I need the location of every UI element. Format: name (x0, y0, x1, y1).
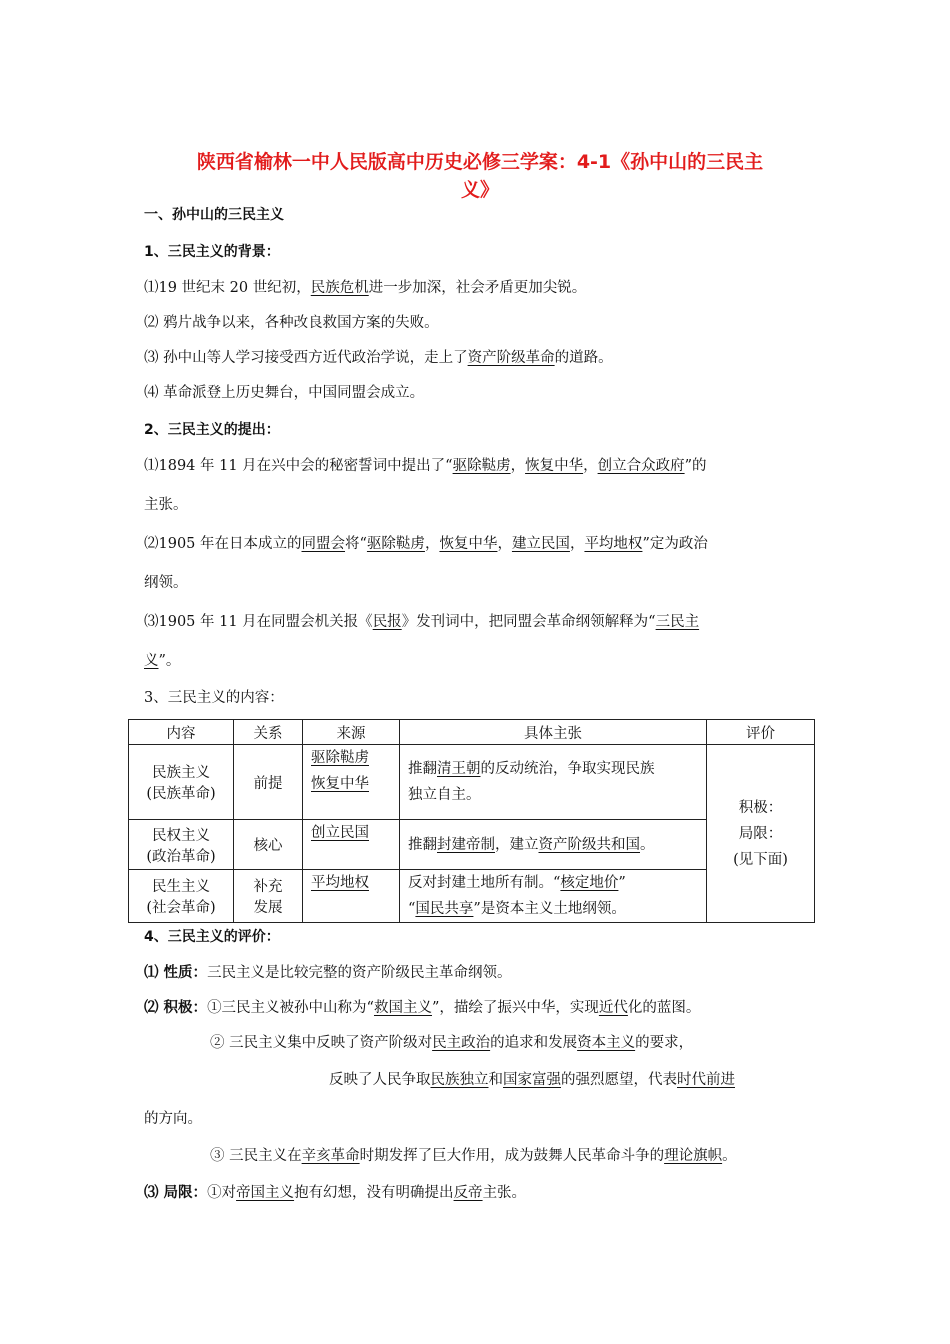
content-heading: 3、三民主义的内容： (144, 690, 284, 706)
background-item-4: ⑷ 革命派登上历史舞台，中国同盟会成立。 (144, 385, 425, 401)
background-item-1: ⑴19 世纪末 20 世纪初，民族危机进一步加深，社会矛盾更加尖锐。 (144, 280, 587, 296)
content-table (128, 719, 815, 923)
evaluation-positive-1: ⑵ 积极：①三民主义被孙中山称为“救国主义”，描绘了振兴中华，实现近代化的蓝图。 (144, 1000, 701, 1016)
title-line-2: 义》 (460, 179, 499, 201)
evaluation-positive-3: ③ 三民主义在辛亥革命时期发挥了巨大作用，成为鼓舞人民革命斗争的理论旗帜。 (210, 1148, 737, 1164)
table-header-row (129, 720, 815, 745)
table-header: 评价 (707, 720, 815, 745)
section-heading: 一、孙中山的三民主义 (144, 207, 284, 223)
source-cell: 创立民国 (303, 820, 400, 870)
title-line-1: 陕西省榆林一中人民版高中历史必修三学案：4-1《孙中山的三民主 (196, 151, 764, 173)
evaluation-positive-2: ② 三民主义集中反映了资产阶级对民主政治的追求和发展资本主义的要求， (210, 1035, 694, 1051)
evaluation-positive-2b: 反映了人民争取民族独立和国家富强的强烈愿望，代表时代前进 (329, 1072, 735, 1088)
relation-cell: 核心 (234, 820, 303, 870)
content-cell: 民生主义 (社会革命) (129, 870, 234, 923)
background-item-3: ⑶ 孙中山等人学习接受西方近代政治学说，走上了资产阶级革命的道路。 (144, 350, 613, 366)
evaluation-nature: ⑴ 性质：三民主义是比较完整的资产阶级民主革命纲领。 (144, 965, 512, 981)
proposal-item-3: ⑶1905 年 11 月在同盟会机关报《民报》发刊词中，把同盟会革命纲领解释为“三民主 (144, 614, 700, 630)
background-item-2: ⑵ 鸦片战争以来，各种改良救国方案的失败。 (144, 315, 439, 331)
source-cell: 平均地权 (303, 870, 400, 923)
table-header: 具体主张 (400, 720, 707, 745)
content-cell: 民族主义 (民族革命) (129, 745, 234, 820)
claim-cell: 推翻封建帝制，建立资产阶级共和国。 (400, 820, 707, 870)
proposal-heading: 2、三民主义的提出： (144, 422, 280, 438)
evaluation-positive-2c: 的方向。 (144, 1111, 202, 1127)
proposal-item-3-cont: 义”。 (144, 653, 181, 669)
source-cell: 驱除鞑虏 恢复中华 (303, 745, 400, 820)
claim-cell: 反对封建土地所有制。“核定地价” “国民共享”是资本主义土地纲领。 (400, 870, 707, 923)
evaluation-cell: 积极： 局限： (见下面) (707, 745, 815, 923)
evaluation-heading: 4、三民主义的评价： (144, 929, 280, 945)
table-row (129, 745, 815, 820)
relation-cell: 前提 (234, 745, 303, 820)
proposal-item-2-cont: 纲领。 (144, 575, 188, 591)
background-heading: 1、三民主义的背景： (144, 244, 280, 260)
proposal-item-1-cont: 主张。 (144, 497, 188, 513)
proposal-item-1: ⑴1894 年 11 月在兴中会的秘密誓词中提出了“驱除鞑虏，恢复中华，创立合众政府”的 (144, 458, 707, 474)
content-cell: 民权主义 (政治革命) (129, 820, 234, 870)
claim-cell: 推翻清王朝的反动统治，争取实现民族 独立自主。 (400, 745, 707, 820)
document-title (140, 148, 820, 204)
relation-cell: 补充 发展 (234, 870, 303, 923)
evaluation-limit: ⑶ 局限：①对帝国主义抱有幻想，没有明确提出反帝主张。 (144, 1185, 527, 1201)
proposal-item-2: ⑵1905 年在日本成立的同盟会将“驱除鞑虏，恢复中华，建立民国，平均地权”定为政治 (144, 536, 708, 552)
table-header: 关系 (234, 720, 303, 745)
table-header: 来源 (303, 720, 400, 745)
table-header: 内容 (129, 720, 234, 745)
